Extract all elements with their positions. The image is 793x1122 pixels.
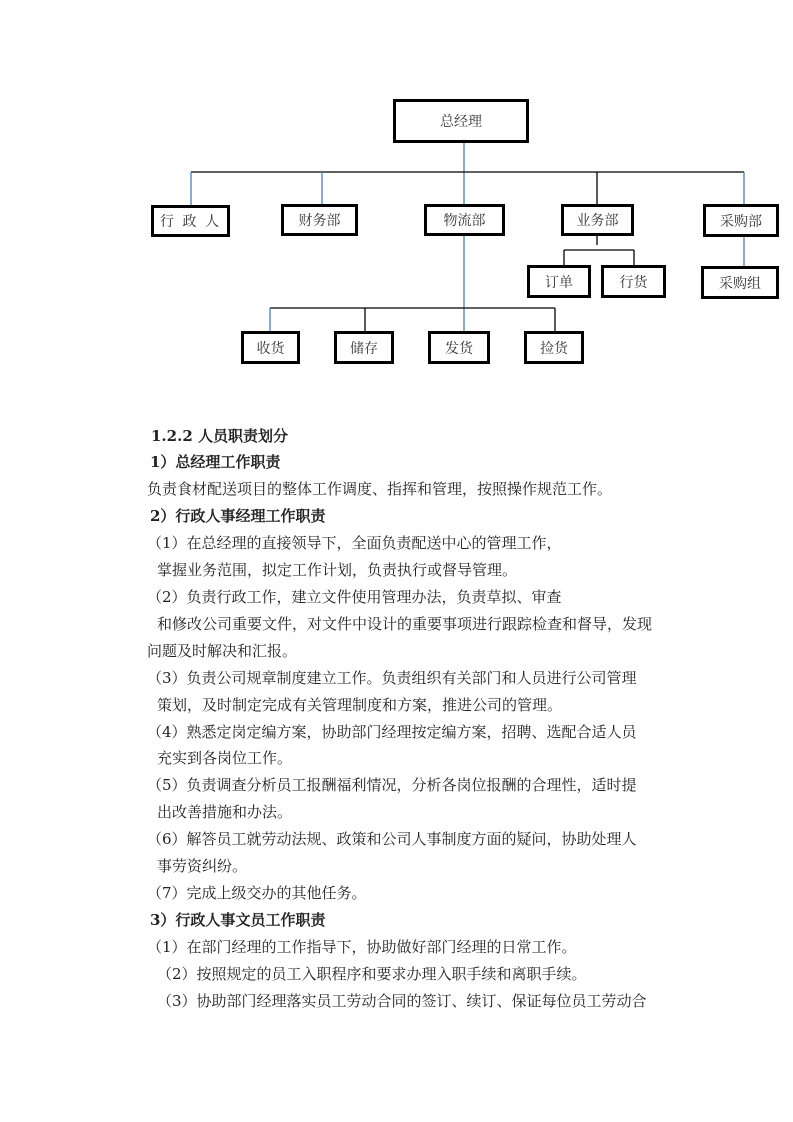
subheading: 2）行政人事经理工作职责 (150, 506, 326, 525)
node-orders: 订单 (527, 265, 591, 298)
paragraph-line: 负责食材配送项目的整体工作调度、指挥和管理，按照操作规范工作。 (147, 479, 613, 498)
node-shipping: 发货 (428, 331, 490, 364)
node-logistics: 物流部 (424, 204, 505, 236)
subheading: 1）总经理工作职责 (150, 453, 281, 471)
paragraph-line: 事劳资纠纷。 (157, 857, 248, 876)
node-admin-hr: 行 政 人 (151, 205, 230, 237)
node-goods: 行货 (601, 265, 666, 298)
paragraph-line: 问题及时解决和汇报。 (147, 641, 298, 660)
org-chart-connectors (0, 0, 793, 400)
paragraph-line: （5）负责调查分析员工报酬福利情况，分析各岗位报酬的合理性，适时提 (147, 776, 637, 795)
node-receiving: 收货 (241, 331, 300, 364)
node-sales: 业务部 (561, 204, 634, 236)
paragraph-line: 策划，及时制定完成有关管理制度和方案，推进公司的管理。 (157, 695, 563, 714)
paragraph-line: （2）按照规定的员工入职程序和要求办理入职手续和离职手续。 (157, 965, 587, 984)
paragraph-line: 掌握业务范围，拟定工作计划，负责执行或督导管理。 (157, 560, 518, 579)
node-purchasing-group: 采购组 (701, 266, 779, 299)
paragraph-line: （6）解答员工就劳动法规、政策和公司人事制度方面的疑问，协助处理人 (147, 830, 637, 849)
paragraph-line: 出改善措施和办法。 (157, 803, 293, 822)
paragraph-line: （7）完成上级交办的其他任务。 (147, 884, 367, 903)
section-heading: 1.2.2 人员职责划分 (151, 427, 288, 445)
paragraph-line: （3）负责公司规章制度建立工作。负责组织有关部门和人员进行公司管理 (147, 668, 637, 687)
node-general-manager: 总经理 (393, 99, 529, 143)
paragraph-line: （1）在部门经理的工作指导下，协助做好部门经理的日常工作。 (147, 938, 577, 957)
node-picking: 捡货 (524, 331, 584, 364)
subheading: 3）行政人事文员工作职责 (150, 911, 326, 930)
node-purchasing: 采购部 (703, 204, 779, 237)
node-storage: 储存 (334, 331, 394, 364)
paragraph-line: （1）在总经理的直接领导下，全面负责配送中心的管理工作， (147, 533, 562, 552)
paragraph-line: 和修改公司重要文件，对文件中设计的重要事项进行跟踪检查和督导，发现 (157, 614, 653, 633)
paragraph-line: （3）协助部门经理落实员工劳动合同的签订、续订、保证每位员工劳动合 (157, 992, 647, 1010)
paragraph-line: （2）负责行政工作，建立文件使用管理办法，负责草拟、审查 (147, 587, 562, 606)
paragraph-line: （4）熟悉定岗定编方案，协助部门经理按定编方案，招聘、选配合适人员 (147, 722, 637, 741)
paragraph-line: 充实到各岗位工作。 (157, 749, 293, 768)
org-chart (0, 0, 793, 400)
node-finance: 财务部 (281, 204, 358, 236)
